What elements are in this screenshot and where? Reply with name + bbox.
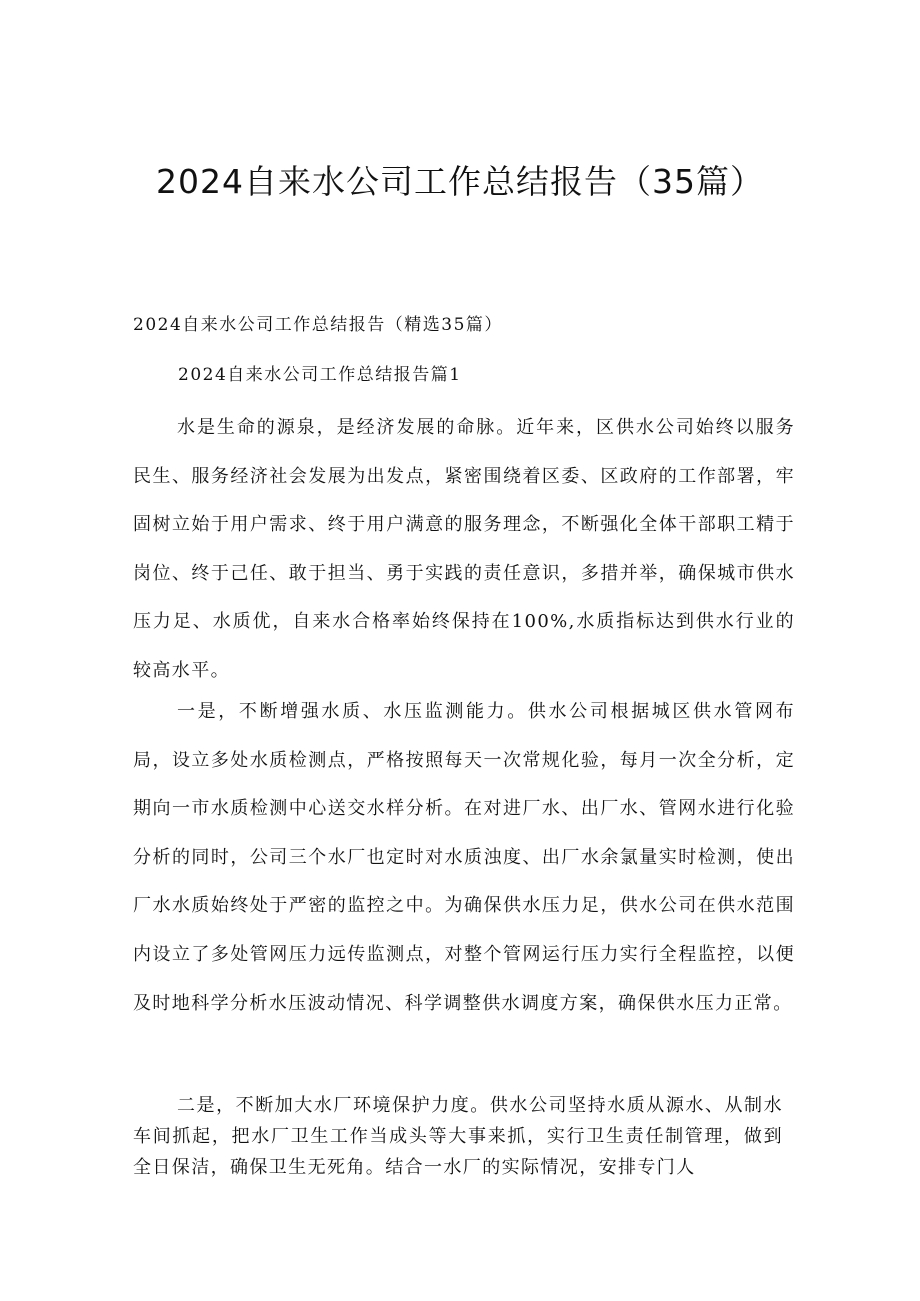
section-heading: 2024自来水公司工作总结报告篇1 [178, 365, 462, 385]
paragraph-point-two: 二是，不断加大水厂环境保护力度。供水公司坚持水质从源水、从制水车间抓起，把水厂卫生工作当成头等大事来抓，实行卫生责任制管理，做到全日保洁，确保卫生无死角。结合一水厂的实际情况，安排专门人 [133, 1095, 783, 1178]
document-title: 2024自来水公司工作总结报告（35篇） [156, 162, 764, 201]
document-subtitle: 2024自来水公司工作总结报告（精选35篇） [133, 315, 503, 335]
paragraph-intro: 水是生命的源泉，是经济发展的命脉。近年来，区供水公司始终以服务民生、服务经济社会发展为出发点，紧密围绕着区委、区政府的工作部署，牢固树立始于用户需求、终于用户满意的服务理念，不断强化全体干部职工精于岗位、终于己任、敢于担当、勇于实践的责任意识，多措并举，确保城市供水压力足、水质优，自来水合格率始终保持在100%,水质指标达到供水行业的较高水平。 [133, 417, 795, 681]
paragraph-point-one: 一是，不断增强水质、水压监测能力。供水公司根据城区供水管网布局，设立多处水质检测点，严格按照每天一次常规化验，每月一次全分析，定期向一市水质检测中心送交水样分析。在对进厂水、出厂水、管网水进行化验分析的同时，公司三个水厂也定时对水质浊度、出厂水余氯量实时检测，使出厂水水质始终处于严密的监控之中。为确保供水压力足，供水公司在供水范围内设立了多处管网压力远传监测点，对整个管网运行压力实行全程监控，以便及时地科学分析水压波动情况、科学调整供水调度方案，确保供水压力正常。 [133, 701, 795, 1014]
